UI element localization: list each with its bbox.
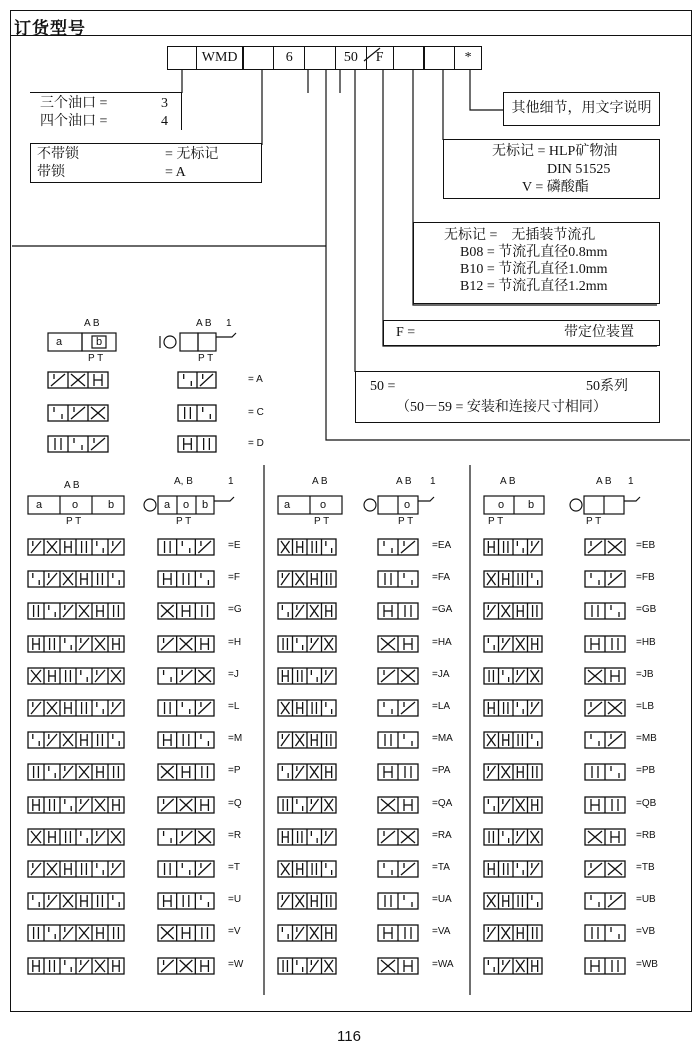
col1-header-pt: P T [66, 516, 82, 527]
col2-symbol-main-4 [277, 666, 339, 688]
col2-symbol-main-2 [277, 601, 339, 623]
col2-code-9: =RA [432, 830, 452, 841]
top-code-0: = A [248, 374, 263, 385]
top-sym-a: a [56, 336, 63, 348]
col3-symbol-lever-1 [584, 569, 628, 591]
col1-header-b2: b [202, 499, 209, 511]
col1-symbol-lever-3 [157, 634, 217, 656]
col2-symbol-lever-13 [377, 956, 421, 978]
col2-code-1: =FA [432, 572, 451, 583]
col1-symbol-main-5 [27, 698, 127, 720]
col1-code-5: =L [228, 701, 240, 712]
col3-code-11: =UB [636, 894, 656, 905]
col1-symbol-lever-7 [157, 762, 217, 784]
col3-code-12: =VB [636, 926, 656, 937]
col1-header-lever: 1 [228, 476, 234, 487]
col1-header-ab: A B [64, 480, 80, 491]
col1-symbol-lever-5 [157, 698, 217, 720]
col1-code-7: =P [228, 765, 241, 776]
col1-symbol-lever-2 [157, 601, 217, 623]
throttle-line-4: B12 = 节流孔直径1.2mm [460, 279, 608, 294]
col1-header-pt2: P T [176, 516, 192, 527]
top-port-ab-2: A B [196, 318, 212, 329]
col1-code-6: =M [228, 733, 243, 744]
col1-symbol-main-10 [27, 859, 127, 881]
col2-symbol-lever-3 [377, 634, 421, 656]
col3-symbol-main-8 [483, 795, 545, 817]
col3-symbol-lever-2 [584, 601, 628, 623]
col2-header-lever: 1 [430, 476, 436, 487]
col3-code-10: =TB [636, 862, 655, 873]
col2-code-0: =EA [432, 540, 452, 551]
col2-code-3: =HA [432, 637, 452, 648]
detent-value: 带定位装置 [564, 325, 634, 340]
col3-symbol-lever-3 [584, 634, 628, 656]
top-sym-b: b [96, 336, 103, 348]
col1-header-ab2: A, B [174, 476, 193, 487]
col1-code-12: =V [228, 926, 241, 937]
col1-code-11: =U [228, 894, 242, 905]
col3-symbol-main-12 [483, 923, 545, 945]
col1-symbol-lever-13 [157, 956, 217, 978]
col3-header-b: b [528, 499, 535, 511]
code-cell-series: 50 [335, 46, 367, 70]
col3-code-1: =FB [636, 572, 655, 583]
col1-code-8: =Q [228, 798, 242, 809]
col2-symbol-main-5 [277, 698, 339, 720]
col2-header-a: a [284, 499, 291, 511]
col3-symbol-lever-0 [584, 537, 628, 559]
col3-code-3: =HB [636, 637, 656, 648]
col3-symbol-main-0 [483, 537, 545, 559]
top-lever-label: 1 [226, 318, 232, 329]
ports-three-label: 三个油口 = [40, 96, 108, 111]
col3-symbol-lever-13 [584, 956, 628, 978]
col1-header-a: a [36, 499, 43, 511]
top-port-pt-2: P T [198, 353, 214, 364]
ports-four-value: 4 [161, 114, 168, 129]
col3-header-pt: P T [488, 516, 504, 527]
col1-code-13: =W [228, 959, 244, 970]
col3-code-7: =PB [636, 765, 656, 776]
col3-symbol-main-6 [483, 730, 545, 752]
col1-symbol-lever-11 [157, 891, 217, 913]
series-value: 50系列 [586, 379, 628, 394]
col3-code-13: =WB [636, 959, 658, 970]
col3-symbol-main-9 [483, 827, 545, 849]
lock-without-value: = 无标记 [165, 147, 219, 162]
col1-symbol-main-0 [27, 537, 127, 559]
code-cell-detent: F [366, 46, 394, 70]
fluid-line-3: V = 磷酸酯 [522, 180, 589, 195]
col2-symbol-lever-12 [377, 923, 421, 945]
lock-without-label: 不带锁 [37, 147, 79, 162]
col2-symbol-main-10 [277, 859, 339, 881]
col3-code-6: =MB [636, 733, 657, 744]
col3-code-2: =GB [636, 604, 657, 615]
col1-code-2: =G [228, 604, 242, 615]
col2-code-12: =VA [432, 926, 451, 937]
detent-label: F = [396, 325, 416, 340]
col2-symbol-lever-2 [377, 601, 421, 623]
col3-code-5: =LB [636, 701, 655, 712]
col2-symbol-main-0 [277, 537, 339, 559]
col2-code-6: =MA [432, 733, 453, 744]
throttle-line-3: B10 = 节流孔直径1.0mm [460, 262, 608, 277]
col3-header-pt2: P T [586, 516, 602, 527]
col2-header-ab: A B [312, 476, 328, 487]
col3-code-4: =JB [636, 669, 654, 680]
fluid-line-2: DIN 51525 [547, 162, 611, 177]
col2-symbol-main-1 [277, 569, 339, 591]
series-note: （50－59 = 安装和连接尺寸相同） [396, 400, 607, 415]
col3-symbol-main-11 [483, 891, 545, 913]
col2-code-8: =QA [432, 798, 453, 809]
col2-symbol-lever-5 [377, 698, 421, 720]
series-label: 50 = [370, 379, 396, 394]
col3-symbol-main-3 [483, 634, 545, 656]
col3-symbol-main-5 [483, 698, 545, 720]
page-title: 订货型号 [14, 19, 86, 39]
col1-symbol-main-11 [27, 891, 127, 913]
top-code-1: = C [248, 407, 264, 418]
col3-symbol-lever-5 [584, 698, 628, 720]
fluid-line-1: 无标记 = HLP矿物油 [492, 144, 618, 159]
col1-symbol-lever-8 [157, 795, 217, 817]
col1-code-0: =E [228, 540, 241, 551]
col2-symbol-lever-6 [377, 730, 421, 752]
col2-symbol-lever-9 [377, 827, 421, 849]
col2-code-13: =WA [432, 959, 454, 970]
col2-symbol-main-9 [277, 827, 339, 849]
col2-symbol-lever-4 [377, 666, 421, 688]
col3-symbol-main-10 [483, 859, 545, 881]
col3-symbol-lever-12 [584, 923, 628, 945]
col2-symbol-lever-1 [377, 569, 421, 591]
lock-with-value: = A [165, 165, 186, 180]
lock-with-label: 带锁 [37, 165, 65, 180]
col3-symbol-main-13 [483, 956, 545, 978]
col2-symbol-lever-10 [377, 859, 421, 881]
ports-four-label: 四个油口 = [40, 114, 108, 129]
top-port-pt: P T [88, 353, 104, 364]
col1-header-o: o [72, 499, 79, 511]
col3-symbol-lever-10 [584, 859, 628, 881]
col2-symbol-main-11 [277, 891, 339, 913]
col2-symbol-lever-11 [377, 891, 421, 913]
col1-header-b: b [108, 499, 115, 511]
col2-header-ab2: A B [396, 476, 412, 487]
col1-symbol-lever-12 [157, 923, 217, 945]
col2-symbol-lever-0 [377, 537, 421, 559]
col3-symbol-lever-6 [584, 730, 628, 752]
throttle-none-label: 无标记 = [444, 228, 498, 243]
col3-symbol-main-4 [483, 666, 545, 688]
col3-symbol-lever-9 [584, 827, 628, 849]
col2-code-10: =TA [432, 862, 450, 873]
code-cell-type: WMD [196, 46, 244, 70]
col2-header-pt2: P T [398, 516, 414, 527]
col1-symbol-main-9 [27, 827, 127, 849]
col2-symbol-main-13 [277, 956, 339, 978]
col3-header-o: o [498, 499, 505, 511]
col3-header-ab2: A B [596, 476, 612, 487]
col1-code-1: =F [228, 572, 240, 583]
col1-symbol-main-8 [27, 795, 127, 817]
col1-code-4: =J [228, 669, 239, 680]
col2-symbol-main-8 [277, 795, 339, 817]
col2-header-o: o [320, 499, 327, 511]
code-cell-size: 6 [273, 46, 305, 70]
page-number: 116 [337, 1028, 361, 1045]
top-code-2: = D [248, 438, 264, 449]
col1-symbol-main-13 [27, 956, 127, 978]
col2-symbol-main-12 [277, 923, 339, 945]
code-cell-other: * [454, 46, 482, 70]
col3-code-9: =RB [636, 830, 656, 841]
col2-symbol-lever-8 [377, 795, 421, 817]
col2-symbol-lever-7 [377, 762, 421, 784]
col2-symbol-main-6 [277, 730, 339, 752]
col1-code-3: =H [228, 637, 242, 648]
ports-three-value: 3 [161, 96, 168, 111]
col3-symbol-lever-8 [584, 795, 628, 817]
col1-symbol-main-1 [27, 569, 127, 591]
col2-code-5: =LA [432, 701, 451, 712]
col1-symbol-lever-9 [157, 827, 217, 849]
col3-header-ab: A B [500, 476, 516, 487]
col1-symbol-main-12 [27, 923, 127, 945]
col1-code-10: =T [228, 862, 240, 873]
col1-symbol-lever-6 [157, 730, 217, 752]
col1-symbol-lever-4 [157, 666, 217, 688]
col1-code-9: =R [228, 830, 242, 841]
col2-code-7: =PA [432, 765, 451, 776]
col3-symbol-main-7 [483, 762, 545, 784]
col3-code-8: =QB [636, 798, 657, 809]
top-port-ab: A B [84, 318, 100, 329]
col2-symbol-main-3 [277, 634, 339, 656]
col1-header-o2: o [183, 499, 190, 511]
col1-symbol-lever-10 [157, 859, 217, 881]
col3-code-0: =EB [636, 540, 656, 551]
col2-code-4: =JA [432, 669, 450, 680]
col2-code-2: =GA [432, 604, 453, 615]
col2-header-pt: P T [314, 516, 330, 527]
col2-symbol-main-7 [277, 762, 339, 784]
col3-symbol-lever-11 [584, 891, 628, 913]
col3-symbol-lever-4 [584, 666, 628, 688]
col2-header-o2: o [404, 499, 411, 511]
throttle-line-2: B08 = 节流孔直径0.8mm [460, 245, 608, 260]
col1-symbol-main-7 [27, 762, 127, 784]
col3-symbol-lever-7 [584, 762, 628, 784]
col1-symbol-main-4 [27, 666, 127, 688]
col3-header-lever: 1 [628, 476, 634, 487]
col3-symbol-main-2 [483, 601, 545, 623]
col1-symbol-main-6 [27, 730, 127, 752]
col1-symbol-main-3 [27, 634, 127, 656]
col1-symbol-main-2 [27, 601, 127, 623]
col1-header-a2: a [164, 499, 171, 511]
col1-symbol-lever-1 [157, 569, 217, 591]
throttle-none-value: 无插装节流孔 [511, 228, 596, 243]
col1-symbol-lever-0 [157, 537, 217, 559]
col3-symbol-main-1 [483, 569, 545, 591]
col2-code-11: =UA [432, 894, 452, 905]
other-details-text: 其他细节，用文字说明 [511, 101, 652, 116]
